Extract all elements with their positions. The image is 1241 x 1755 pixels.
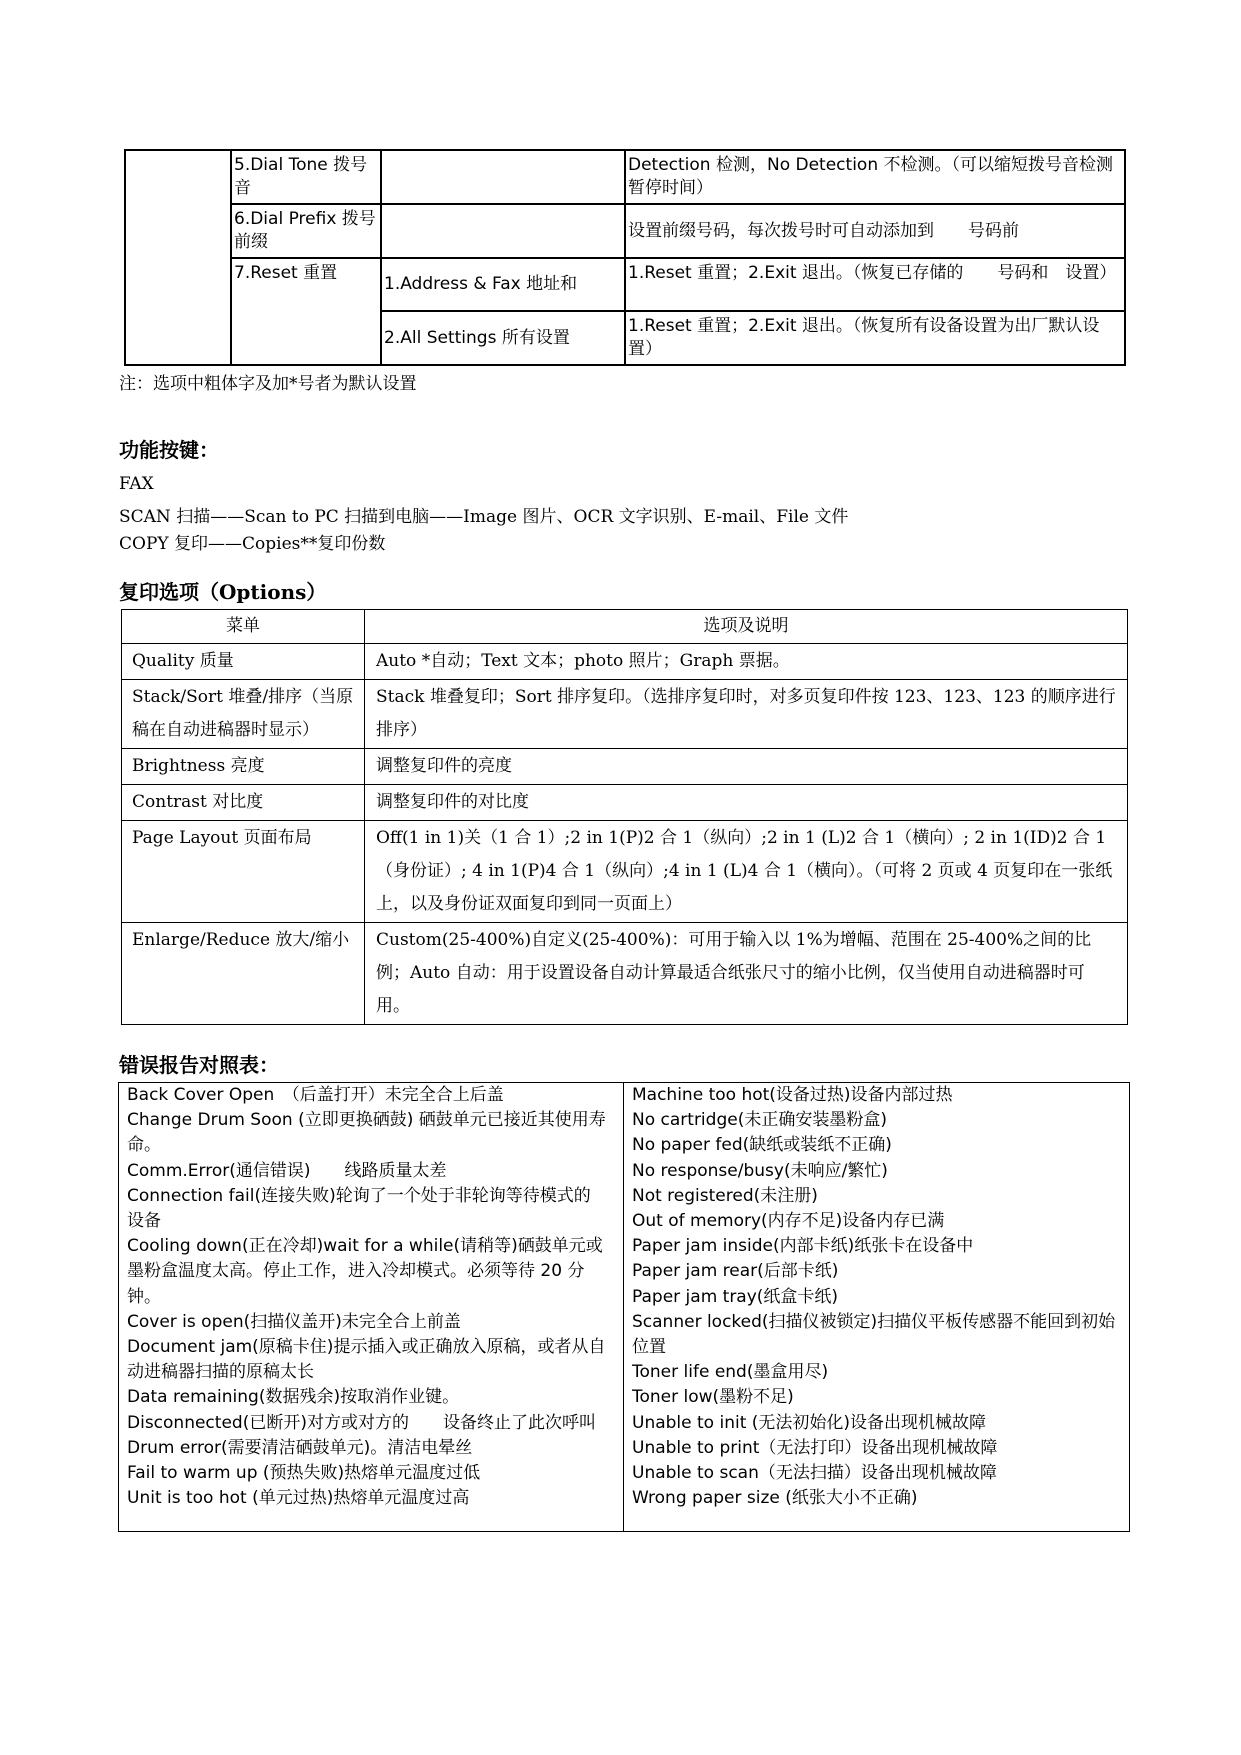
error-list-right [624, 1083, 1130, 1532]
error-item: Toner low(墨粉不足) [632, 1387, 794, 1408]
error-item: Data remaining(数据残余)按取消作业键。 [127, 1387, 460, 1408]
error-item: Not registered(未注册) [632, 1185, 818, 1206]
error-item: Drum error(需要清洁硒鼓单元)。清洁电晕丝 [127, 1437, 473, 1458]
desc-cell: 调整复印件的亮度 [365, 749, 1128, 785]
table-row [122, 644, 1128, 680]
category-cell [125, 150, 231, 365]
error-item: Paper jam tray(纸盒卡纸) [632, 1286, 839, 1307]
desc-cell: 调整复印件的对比度 [365, 785, 1128, 821]
error-report-heading: 错误报告对照表： [119, 1053, 279, 1077]
function-line-copy: COPY 复印——Copies**复印份数 [119, 534, 386, 554]
table-row [122, 785, 1128, 821]
menu-cell: Brightness 亮度 [122, 749, 365, 785]
copy-options-heading: 复印选项（Options） [119, 580, 327, 604]
desc-cell: Stack 堆叠复印；Sort 排序复印。（选排序复印时，对多页复印件按 123、123、123 的顺序进行排序） [365, 680, 1128, 749]
error-item: Unable to print（无法打印）设备出现机械故障 [632, 1437, 998, 1458]
table-row [122, 821, 1128, 923]
error-item: Paper jam inside(内部卡纸)纸张卡在设备中 [632, 1236, 974, 1257]
error-item: Unable to init (无法初始化)设备出现机械故障 [632, 1412, 987, 1433]
table-row [122, 749, 1128, 785]
desc-cell: Off(1 in 1)关（1 合 1）;2 in 1(P)2 合 1（纵向）;2 in 1 (L)2 合 1（横向）; 2 in 1(ID)2 合 1（身份证）; 4 in 1(P)4 合 1（纵向）;4 in 1 (L)4 合 1（横向）。（可将 2 页或 4 页复印在一张纸上，以及身份证双面复印到同一页面上） [365, 821, 1128, 923]
error-item: Unit is too hot (单元过热)热熔单元温度过高 [127, 1488, 470, 1509]
table-row [125, 150, 1125, 204]
function-line-scan: SCAN 扫描——Scan to PC 扫描到电脑——Image 图片、OCR 文字识别、E-mail、File 文件 [119, 507, 849, 527]
sub-cell [381, 150, 625, 204]
error-list-left [119, 1083, 624, 1532]
table-row [125, 204, 1125, 258]
error-item: Toner life end(墨盒用尽) [632, 1362, 829, 1383]
error-item: Wrong paper size (纸张大小不正确) [632, 1488, 918, 1509]
error-item: Comm.Error(通信错误) 线路质量太差 [127, 1160, 447, 1181]
error-item: Unable to scan（无法扫描）设备出现机械故障 [632, 1463, 997, 1484]
menu-cell: Enlarge/Reduce 放大/缩小 [122, 923, 365, 1025]
table-row [125, 258, 1125, 311]
error-item: Back Cover Open （后盖打开）未完全合上后盖 [127, 1085, 504, 1105]
header-row [122, 610, 1128, 644]
error-item: Disconnected(已断开)对方或对方的 设备终止了此次呼叫 [127, 1412, 596, 1433]
error-report-table [118, 1082, 1130, 1532]
menu-cell: Quality 质量 [122, 644, 365, 680]
table-row [119, 1083, 1130, 1532]
error-item: Scanner locked(扫描仪被锁定)扫描仪平板传感器不能回到初始位置 [632, 1311, 1116, 1358]
error-item: No cartridge(未正确安装墨粉盒) [632, 1110, 887, 1131]
table-row [122, 680, 1128, 749]
error-item: Machine too hot(设备过热)设备内部过热 [632, 1085, 953, 1105]
error-item: Fail to warm up (预热失败)热熔单元温度过低 [127, 1463, 481, 1484]
sub-cell: 2.All Settings 所有设置 [381, 311, 625, 365]
sub-cell: 1.Address & Fax 地址和 [381, 258, 625, 311]
settings-table [124, 149, 1126, 366]
desc-cell: 设置前缀号码，每次拨号时可自动添加到 号码前 [625, 204, 1125, 258]
function-line-fax: FAX [119, 474, 154, 494]
function-keys-heading: 功能按键： [119, 438, 219, 462]
desc-cell: Auto *自动；Text 文本；photo 照片；Graph 票据。 [365, 644, 1128, 680]
error-item: Paper jam rear(后部卡纸) [632, 1261, 839, 1282]
error-item: Change Drum Soon (立即更换硒鼓) 硒鼓单元已接近其使用寿命。 [127, 1110, 606, 1156]
sub-cell [381, 204, 625, 258]
error-item: Connection fail(连接失败)轮询了一个处于非轮询等待模式的 设备 [127, 1185, 625, 1232]
desc-cell: Detection 检测，No Detection 不检测。（可以缩短拨号音检测暂停时间） [625, 150, 1125, 204]
error-item: Cooling down(正在冷却)wait for a while(请稍等)硒鼓单元或墨粉盒温度太高。停止工作，进入冷却模式。必须等待 20 分钟。 [127, 1236, 603, 1307]
copy-options-table [121, 609, 1128, 1025]
error-item: No paper fed(缺纸或装纸不正确) [632, 1135, 892, 1156]
default-note: 注：选项中粗体字及加*号者为默认设置 [119, 374, 417, 394]
column-header-menu: 菜单 [122, 610, 365, 644]
error-item: Cover is open(扫描仪盖开)未完全合上前盖 [127, 1311, 461, 1332]
table-row [122, 923, 1128, 1025]
desc-cell: 1.Reset 重置；2.Exit 退出。（恢复所有设备设置为出厂默认设置） [625, 311, 1125, 365]
error-item: No response/busy(未响应/繁忙) [632, 1160, 888, 1181]
desc-cell: Custom(25-400%)自定义(25-400%)：可用于输入以 1%为增幅、范围在 25-400%之间的比例；Auto 自动：用于设置设备自动计算最适合纸张尺寸的缩小比例，仅当使用自动进稿器时可用。 [365, 923, 1128, 1025]
menu-cell: Page Layout 页面布局 [122, 821, 365, 923]
menu-cell: Stack/Sort 堆叠/排序（当原稿在自动进稿器时显示） [122, 680, 365, 749]
error-item: Out of memory(内存不足)设备内存已满 [632, 1211, 945, 1232]
item-cell: 5.Dial Tone 拨号音 [231, 150, 381, 204]
column-header-desc: 选项及说明 [365, 610, 1128, 644]
item-cell: 7.Reset 重置 [231, 258, 381, 365]
item-cell: 6.Dial Prefix 拨号前缀 [231, 204, 381, 258]
menu-cell: Contrast 对比度 [122, 785, 365, 821]
error-item: Document jam(原稿卡住)提示插入或正确放入原稿，或者从自动进稿器扫描的原稿太长 [127, 1337, 606, 1383]
desc-cell: 1.Reset 重置；2.Exit 退出。（恢复已存储的 号码和 设置） [625, 258, 1125, 311]
